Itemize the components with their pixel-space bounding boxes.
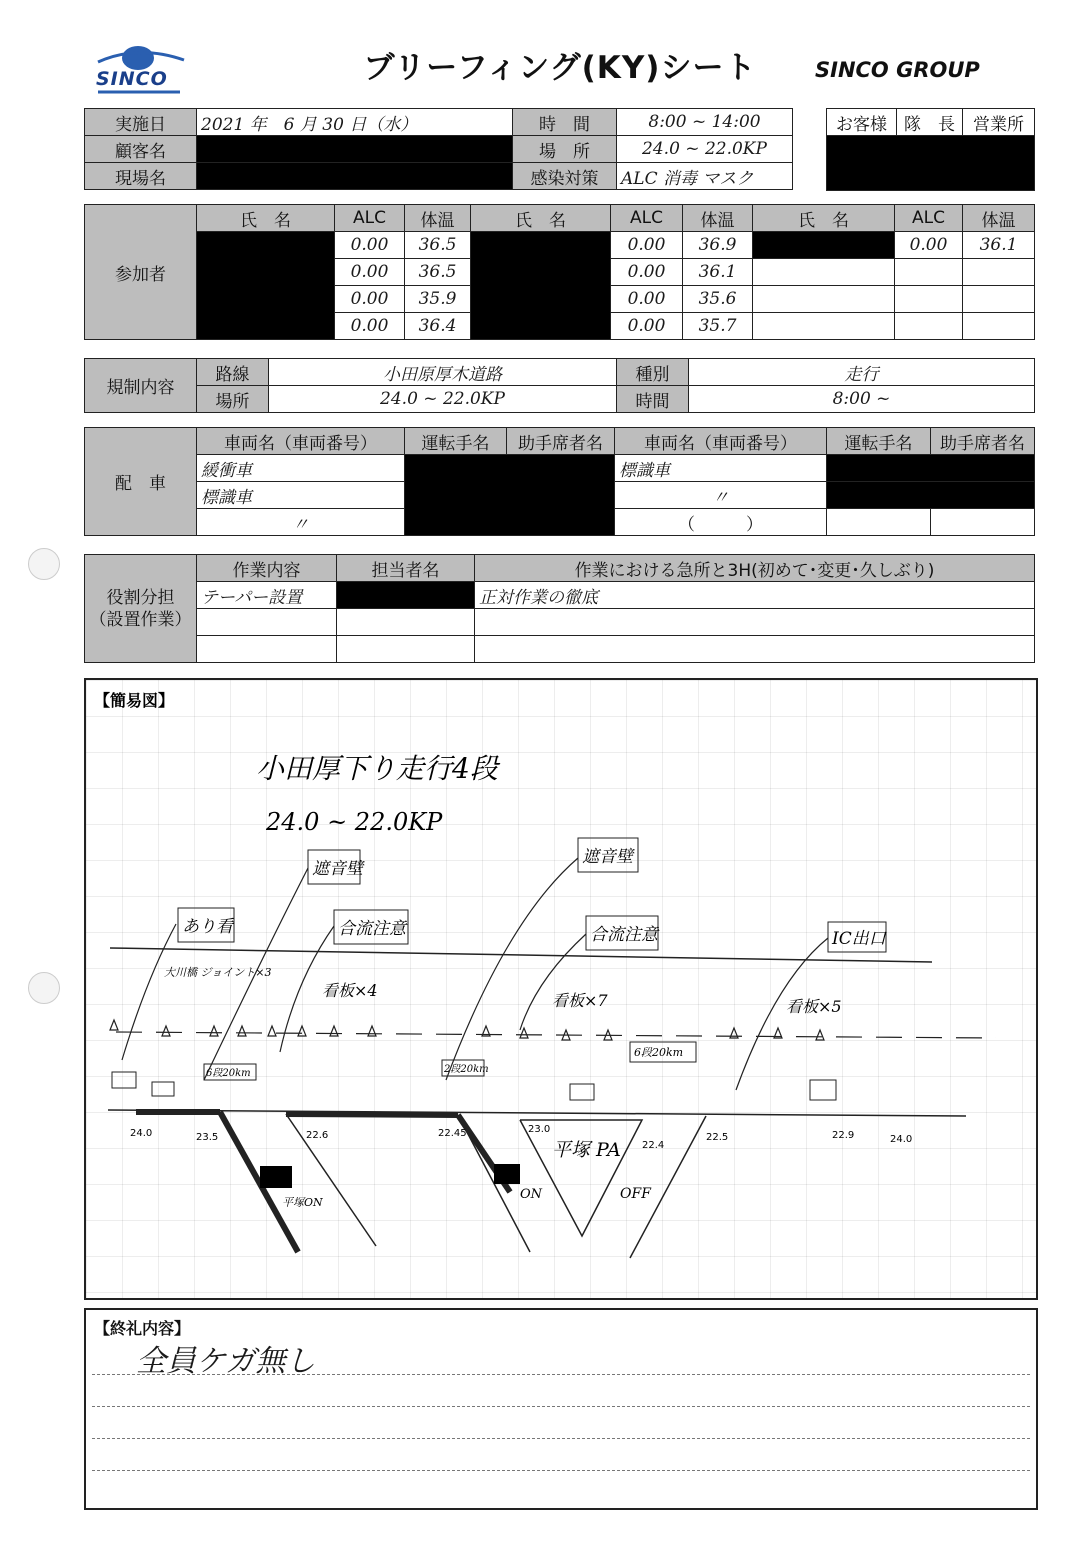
participants-temp-header-1: 体温 [405, 205, 471, 232]
work-empty [197, 636, 337, 663]
ruled-line [92, 1470, 1030, 1471]
alc-value: 0.00 [611, 259, 683, 286]
infection-label: 感染対策 [513, 163, 617, 190]
site-redacted [197, 163, 513, 190]
work-header: 作業内容 [197, 555, 337, 582]
on-label: ON [520, 1187, 543, 1202]
danger-value: 正対作業の徹底 [475, 582, 1035, 609]
diagram-label: 【簡易図】 [94, 691, 175, 710]
speed-label-2: 2段20km [444, 1064, 489, 1075]
reg-time-label: 時間 [617, 386, 689, 413]
temp-value: 35.9 [405, 286, 471, 313]
alc-value: 0.00 [335, 259, 405, 286]
vehicles-right-redacted [827, 455, 1035, 482]
alc-value: 0.00 [335, 286, 405, 313]
participants-alc-header-3: ALC [895, 205, 963, 232]
vehicle-header-1: 車両名（車両番号） [197, 428, 405, 455]
road-sketch [86, 680, 1036, 1298]
participant-empty-temp [963, 259, 1035, 286]
ruled-line [92, 1438, 1030, 1439]
temp-value: 36.1 [683, 259, 753, 286]
closing-section [84, 1308, 1038, 1510]
approval-table [826, 108, 1035, 191]
regulation-table [84, 358, 1035, 413]
type-label: 種別 [617, 359, 689, 386]
temp-value: 36.5 [405, 232, 471, 259]
alc-value: 0.00 [611, 286, 683, 313]
leader-arrow [122, 924, 176, 1060]
assistant-header-1: 助手席者名 [507, 428, 615, 455]
sign-count-7: 看板×7 [552, 991, 608, 1010]
reg-time-value: 8:00 ~ [689, 386, 1035, 413]
roles-table [84, 554, 1035, 663]
taper-bar-2 [286, 1114, 458, 1115]
participants-name-header-3: 氏 名 [753, 205, 895, 232]
sinco-group-logo: SINCO GROUP [815, 58, 980, 82]
kp-24-0-a: 24.0 [130, 1128, 153, 1139]
approval-redacted [827, 136, 1035, 191]
participant-empty-name [753, 286, 895, 313]
vehicles-label: 配 車 [85, 428, 197, 536]
parking-area-triangle [520, 1120, 642, 1236]
work-empty [197, 609, 337, 636]
temp-value: 35.7 [683, 313, 753, 340]
location-value: 24.0 ~ 22.0KP [269, 386, 617, 413]
vehicle-right: （ ） [615, 509, 827, 536]
route-label: 路線 [197, 359, 269, 386]
participant-empty-temp [963, 313, 1035, 340]
leader-merge-2 [520, 934, 586, 1030]
sinco-logo [88, 40, 198, 100]
sinco-logo-text: SINCO [96, 68, 168, 90]
participants-table [84, 204, 1035, 340]
redacted-mark-1 [260, 1166, 292, 1188]
vehicles-right-redacted-2 [827, 482, 1035, 509]
punch-hole-top [28, 548, 60, 580]
vehicle-empty-assistant [931, 509, 1035, 536]
date-label: 実施日 [85, 109, 197, 136]
type-value: 走行 [689, 359, 1035, 386]
danger-empty [475, 636, 1035, 663]
temp-value: 36.5 [405, 259, 471, 286]
alc-value: 0.00 [335, 232, 405, 259]
vehicle-sketch [570, 1084, 594, 1100]
speed-label-1: 6段20km [206, 1068, 251, 1079]
alc-value: 0.00 [335, 313, 405, 340]
participant-empty-name [753, 259, 895, 286]
vehicle-header-2: 車両名（車両番号） [615, 428, 827, 455]
lane-divider [116, 1032, 996, 1038]
participants-name-redacted-3 [753, 232, 895, 259]
road-edge-top [110, 948, 932, 962]
driver-header-1: 運転手名 [405, 428, 507, 455]
participants-names-redacted-1 [197, 232, 335, 340]
alc-value: 0.00 [895, 232, 963, 259]
redacted-mark-2 [494, 1164, 520, 1184]
participant-empty-temp [963, 286, 1035, 313]
participant-empty-alc [895, 313, 963, 340]
speed-label-3: 6段20km [634, 1046, 684, 1059]
temp-value: 36.9 [683, 232, 753, 259]
kp-23-5: 23.5 [196, 1132, 219, 1143]
danger-empty [475, 609, 1035, 636]
tag-arrow: あり看 [182, 917, 233, 937]
approval-office: 営業所 [963, 109, 1035, 136]
kp-22-9: 22.9 [832, 1130, 855, 1141]
ruled-line [92, 1374, 1030, 1375]
driver-header-2: 運転手名 [827, 428, 931, 455]
off-label: OFF [620, 1186, 651, 1202]
date-value: 2021 年 6 月 30 日（水） [197, 109, 513, 136]
participants-names-redacted-2 [471, 232, 611, 340]
work-value: テーパー設置 [197, 582, 337, 609]
participant-empty-alc [895, 286, 963, 313]
place-value: 24.0 ~ 22.0KP [617, 136, 793, 163]
approval-customer: お客様 [827, 109, 897, 136]
participant-empty-name [753, 313, 895, 340]
tag-ic: IC出口 [832, 929, 886, 949]
kp-23-0: 23.0 [528, 1124, 551, 1135]
roles-label-main: 役割分担 [106, 587, 175, 608]
participants-name-header-1: 氏 名 [197, 205, 335, 232]
alc-value: 0.00 [611, 313, 683, 340]
danger-header: 作業における急所と3H(初めて･変更･久しぶり) [475, 555, 1035, 582]
closing-label: 【終礼内容】 [94, 1319, 191, 1338]
route-value: 小田原厚木道路 [269, 359, 617, 386]
temp-value: 35.6 [683, 286, 753, 313]
kp-24-0-b: 24.0 [890, 1134, 913, 1145]
vehicle-right: 標識車 [615, 455, 827, 482]
pa-name: 平塚 PA [552, 1139, 621, 1161]
punch-hole-bottom [28, 972, 60, 1004]
client-redacted [197, 136, 513, 163]
client-label: 顧客名 [85, 136, 197, 163]
vehicle-left: 〃 [197, 509, 405, 536]
kp-22-5: 22.5 [706, 1132, 729, 1143]
vehicle-sketch [810, 1080, 836, 1100]
time-label: 時 間 [513, 109, 617, 136]
vehicle-empty-driver [827, 509, 931, 536]
person-header: 担当者名 [337, 555, 475, 582]
roles-label [85, 555, 197, 663]
simple-diagram [84, 678, 1038, 1300]
time-value: 8:00 ~ 14:00 [617, 109, 793, 136]
page-title: ブリーフィング(KY)シート [363, 50, 757, 86]
vehicle-sketch [152, 1082, 174, 1096]
temp-value: 36.4 [405, 313, 471, 340]
person-redacted [337, 582, 475, 609]
site-label: 現場名 [85, 163, 197, 190]
assistant-header-2: 助手席者名 [931, 428, 1035, 455]
roles-label-sub: （設置作業） [89, 609, 192, 630]
note-joint: 大川橋 ジョイント×3 [164, 966, 272, 979]
vehicle-left: 標識車 [197, 482, 405, 509]
approval-leader: 隊 長 [897, 109, 963, 136]
participants-alc-header-2: ALC [611, 205, 683, 232]
road-edge-bottom [108, 1110, 966, 1116]
participants-alc-header-1: ALC [335, 205, 405, 232]
vehicle-left: 緩衝車 [197, 455, 405, 482]
sign-count-4: 看板×4 [322, 981, 378, 1000]
place-label: 場 所 [513, 136, 617, 163]
regulation-label: 規制内容 [85, 359, 197, 413]
tag-soundwall-2: 遮音壁 [582, 847, 633, 867]
participants-label: 参加者 [85, 205, 197, 340]
person-empty [337, 609, 475, 636]
infection-value: ALC 消毒 マスク [617, 163, 793, 190]
leader-soundwall-2 [446, 858, 578, 1080]
location-label: 場所 [197, 386, 269, 413]
ramp-on-label: 平塚ON [282, 1196, 323, 1209]
tag-merge-1: 合流注意 [338, 919, 406, 939]
participants-name-header-2: 氏 名 [471, 205, 611, 232]
ruled-line [92, 1406, 1030, 1407]
vehicle-sketch [112, 1072, 136, 1088]
vehicle-right: 〃 [615, 482, 827, 509]
cone-row [110, 1020, 824, 1040]
temp-value: 36.1 [963, 232, 1035, 259]
alc-value: 0.00 [611, 232, 683, 259]
participants-temp-header-2: 体温 [683, 205, 753, 232]
participant-empty-alc [895, 259, 963, 286]
kp-22-6: 22.6 [306, 1130, 329, 1141]
ramp-off-thin [286, 1114, 376, 1246]
participants-temp-header-3: 体温 [963, 205, 1035, 232]
diagram-title: 小田厚下り走行4段 [256, 752, 498, 785]
person-empty [337, 636, 475, 663]
diagram-range: 24.0 ~ 22.0KP [266, 808, 443, 836]
vehicles-left-redacted [405, 455, 615, 536]
closing-text: 全員ケガ無し [136, 1344, 316, 1379]
top-info-table [84, 108, 793, 190]
kp-22-4: 22.4 [642, 1140, 665, 1151]
vehicles-table [84, 427, 1035, 536]
sign-count-5: 看板×5 [786, 997, 842, 1016]
kp-22-45: 22.45 [438, 1128, 467, 1139]
tag-soundwall-1: 遮音壁 [312, 859, 363, 879]
tag-merge-2: 合流注意 [590, 925, 658, 945]
